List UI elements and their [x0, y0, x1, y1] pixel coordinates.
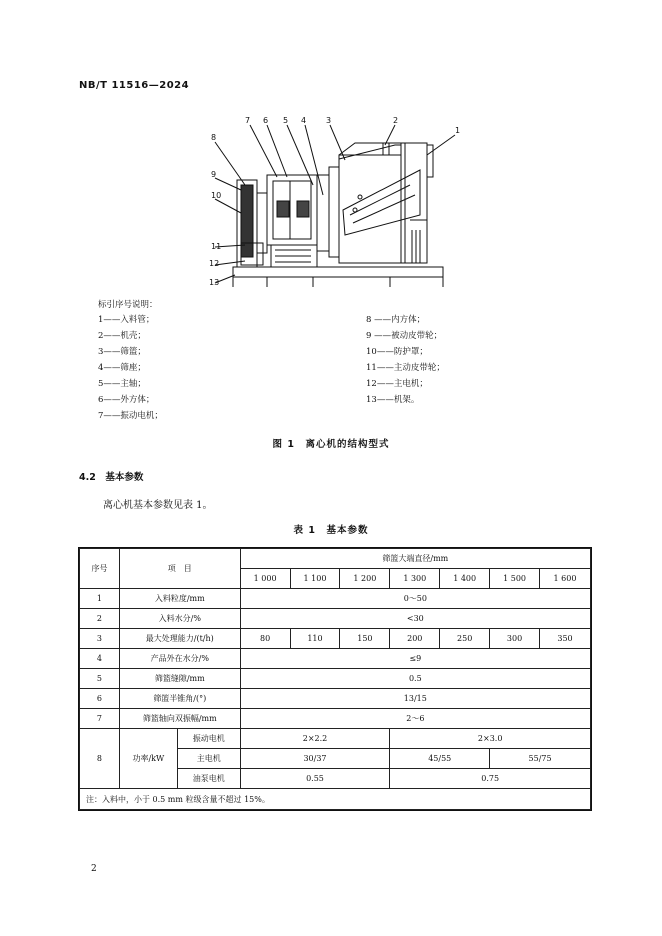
table-row — [80, 589, 591, 609]
legend-item: 5——主轴； — [98, 379, 146, 389]
callout-4: 4 — [301, 116, 307, 125]
row-item: 筛篮缝隙/mm — [119, 669, 240, 689]
row-no: 2 — [80, 609, 120, 629]
legend-item: 10——防护罩； — [366, 347, 428, 357]
table-row — [80, 649, 591, 669]
power-sub-label: 振动电机 — [177, 729, 240, 749]
casing — [339, 155, 401, 263]
power-sub-label: 主电机 — [177, 749, 240, 769]
row-item: 最大处理能力/(t/h) — [119, 629, 240, 649]
power-label: 功率/kW — [119, 729, 177, 789]
table-row — [80, 609, 591, 629]
callout-5: 5 — [283, 116, 289, 125]
legend-item: 8 ——内方体； — [366, 315, 426, 325]
callout-2: 2 — [393, 116, 399, 125]
callout-7: 7 — [245, 116, 251, 125]
row-value: 80 — [240, 629, 290, 649]
row-value: 200 — [390, 629, 440, 649]
row-no: 4 — [80, 649, 120, 669]
row-item: 入料水分/% — [119, 609, 240, 629]
table-caption: 表 1 基本参数 — [293, 525, 369, 536]
row-no: 5 — [80, 669, 120, 689]
legend-left-column — [98, 312, 163, 424]
row-value: 150 — [340, 629, 390, 649]
row-value: 250 — [440, 629, 490, 649]
row-no: 6 — [80, 689, 120, 709]
legend-item: 7——振动电机； — [98, 411, 163, 421]
callout-12: 12 — [209, 259, 220, 268]
section-heading: 4.2 基本参数 — [79, 472, 144, 483]
row-value: 2～6 — [240, 709, 590, 729]
row-value: 0～50 — [240, 589, 590, 609]
legend-item: 6——外方体； — [98, 395, 155, 405]
legend-item: 2——机壳； — [98, 331, 146, 341]
row-value: 300 — [490, 629, 540, 649]
callout-13: 13 — [209, 278, 220, 287]
callout-6: 6 — [263, 116, 269, 125]
legend-item: 12——主电机； — [366, 379, 428, 389]
table-note-row — [80, 789, 591, 810]
table-row — [80, 629, 591, 649]
power-row-vibration — [80, 729, 591, 749]
row-value: 55/75 — [490, 749, 591, 769]
row-value: ≤9 — [240, 649, 590, 669]
legend-item: 9 ——被动皮带轮； — [366, 331, 443, 341]
callout-1: 1 — [455, 126, 461, 135]
legend-title: 标引序号说明： — [98, 300, 158, 310]
legend-item: 11——主动皮带轮； — [366, 363, 445, 373]
callout-11: 11 — [211, 242, 222, 251]
header-diameter-group: 筛篮大端直径/mm — [240, 549, 590, 569]
figure-caption: 图 1 离心机的结构型式 — [272, 439, 390, 450]
header-item: 项 目 — [119, 549, 240, 589]
legend-item: 1——入料管； — [98, 315, 155, 325]
diameter-cell: 1 100 — [290, 569, 340, 589]
row-value: 0.5 — [240, 669, 590, 689]
parameters-table — [79, 548, 591, 810]
row-value: <30 — [240, 609, 590, 629]
table-row — [80, 689, 591, 709]
row-value: 2×3.0 — [390, 729, 591, 749]
callout-3: 3 — [326, 116, 332, 125]
legend-item: 13——机架。 — [366, 395, 420, 405]
table-row — [80, 709, 591, 729]
section-paragraph: 离心机基本参数见表 1。 — [103, 500, 213, 511]
row-no: 3 — [80, 629, 120, 649]
frame-base — [233, 267, 443, 277]
row-item: 筛篮轴向双振幅/mm — [119, 709, 240, 729]
legend-right-column — [366, 312, 445, 408]
power-sub-label: 油泵电机 — [177, 769, 240, 789]
table-header-row — [80, 549, 591, 569]
diameter-cell: 1 000 — [240, 569, 290, 589]
row-no: 8 — [80, 729, 120, 789]
header-no: 序号 — [80, 549, 120, 589]
row-value: 0.55 — [240, 769, 390, 789]
callout-9: 9 — [211, 170, 217, 179]
diameter-cell: 1 200 — [340, 569, 390, 589]
row-value: 45/55 — [390, 749, 490, 769]
diameter-cell: 1 500 — [490, 569, 540, 589]
row-value: 110 — [290, 629, 340, 649]
row-no: 7 — [80, 709, 120, 729]
legend-item: 3——筛篮； — [98, 347, 146, 357]
row-value: 30/37 — [240, 749, 390, 769]
basket — [343, 170, 420, 235]
row-no: 1 — [80, 589, 120, 609]
row-item: 筛篮半锥角/(°) — [119, 689, 240, 709]
diameter-cell: 1 600 — [540, 569, 591, 589]
page-number: 2 — [91, 864, 97, 874]
row-item: 入料粒度/mm — [119, 589, 240, 609]
row-value: 350 — [540, 629, 591, 649]
diameter-cell: 1 400 — [440, 569, 490, 589]
row-value: 13/15 — [240, 689, 590, 709]
table-row — [80, 669, 591, 689]
table-note: 注：入料中，小于 0.5 mm 粒级含量不超过 15%。 — [80, 789, 591, 810]
callout-10: 10 — [211, 191, 222, 200]
row-item: 产品外在水分/% — [119, 649, 240, 669]
row-value: 0.75 — [390, 769, 591, 789]
centrifuge-drawing — [205, 115, 475, 295]
diameter-cell: 1 300 — [390, 569, 440, 589]
callout-8: 8 — [211, 133, 217, 142]
row-value: 2×2.2 — [240, 729, 390, 749]
standard-code: NB/T 11516—2024 — [79, 80, 190, 91]
legend-item: 4——筛座； — [98, 363, 146, 373]
